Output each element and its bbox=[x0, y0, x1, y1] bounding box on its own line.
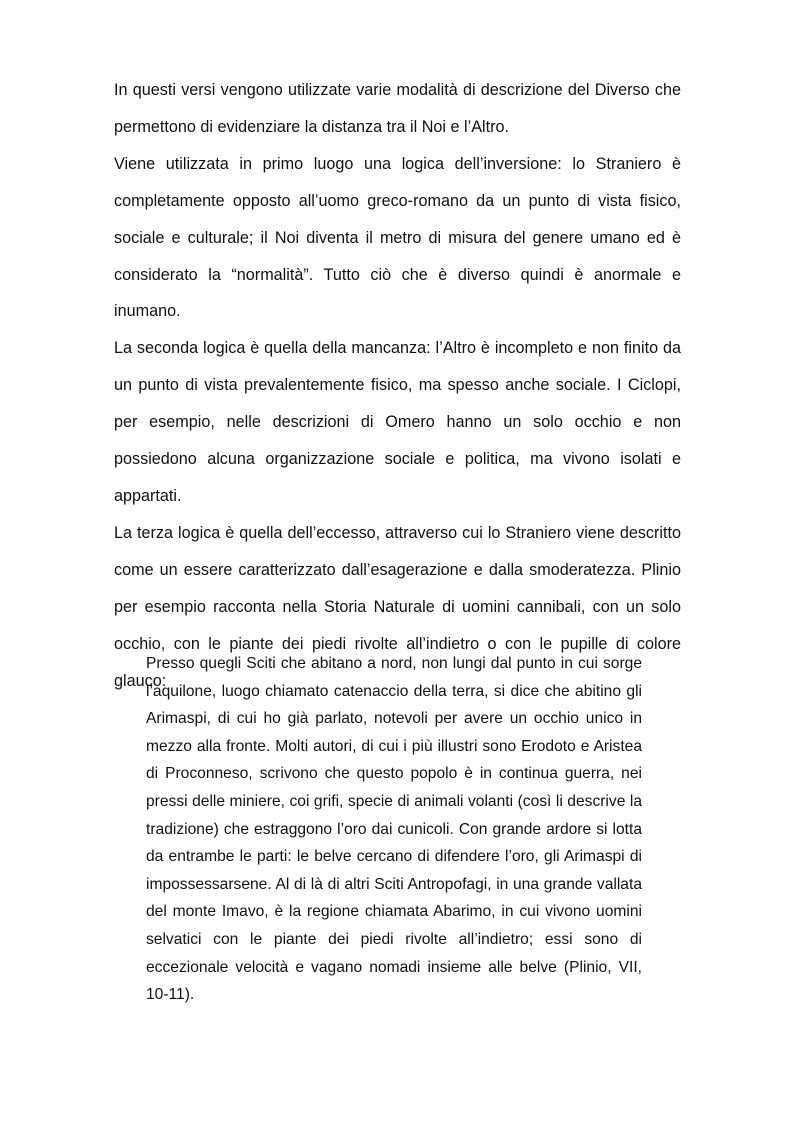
quote-text: Presso quegli Sciti che abitano a nord, non lungi dal punto in cui sorge l’aquilone, luogo chiamato catenaccio della terra, si dice che abitino gli Arimaspi, di cui ho già parlato, notevoli per avere un occhio unico in mezzo alla fronte. Molti autori, di cui i più illustri sono Erodoto e Aristea di Proconneso, scrivono che questo popolo è in continua guerra, nei pressi delle miniere, coi grifi, specie di animali volanti (così li descrive la tradizione) che estraggono l’oro dai cunicoli. Con grande ardore si lotta da entrambe le parti: le belve cercano di difendere l’oro, gli Arimaspi di impossessarsene. Al di là di altri Sciti Antropofagi, in una grande vallata del monte Imavo, è la regione chiamata Abarimo, in cui vivono uomini selvatici con le piante dei piedi rivolte all’indietro; essi sono di eccezionale velocità e vagano nomadi insieme alle belve (Plinio, VII, 10-11). bbox=[146, 655, 642, 1004]
paragraph-eccesso: La terza logica è quella dell’eccesso, attraverso cui lo Straniero viene descritto come un essere caratterizzato dall’esagerazione e dalla smoderatezza. Plinio per esempio racconta nella Storia Naturale di uomini cannibali, con un solo occhio, con le piante dei piedi rivolte all’indietro o con le pupille di colore glauco: bbox=[114, 523, 681, 690]
paragraph-diverso: In questi versi vengono utilizzate varie modalità di descrizione del Diverso che permettono di evidenziare la distanza tra il Noi e l’Altro. bbox=[114, 81, 681, 136]
paragraph-mancanza: La seconda logica è quella della mancanza: l’Altro è incompleto e non finito da un punto di vista prevalentemente fisico, ma spesso anche sociale. I Ciclopi, per esempio, nelle descrizioni di Omero hanno un solo occhio e non possiedono alcuna organizzazione sociale e politica, ma vivono isolati e appartati. bbox=[114, 339, 681, 505]
block-quote bbox=[146, 650, 642, 1009]
body-text bbox=[114, 72, 681, 699]
paragraph-inversione: Viene utilizzata in primo luogo una logica dell’inversione: lo Straniero è completamente opposto all’uomo greco-romano da un punto di vista fisico, sociale e culturale; il Noi diventa il metro di misura del genere umano ed è considerato la “normalità”. Tutto ciò che è diverso quindi è anormale e inumano. bbox=[114, 154, 681, 321]
